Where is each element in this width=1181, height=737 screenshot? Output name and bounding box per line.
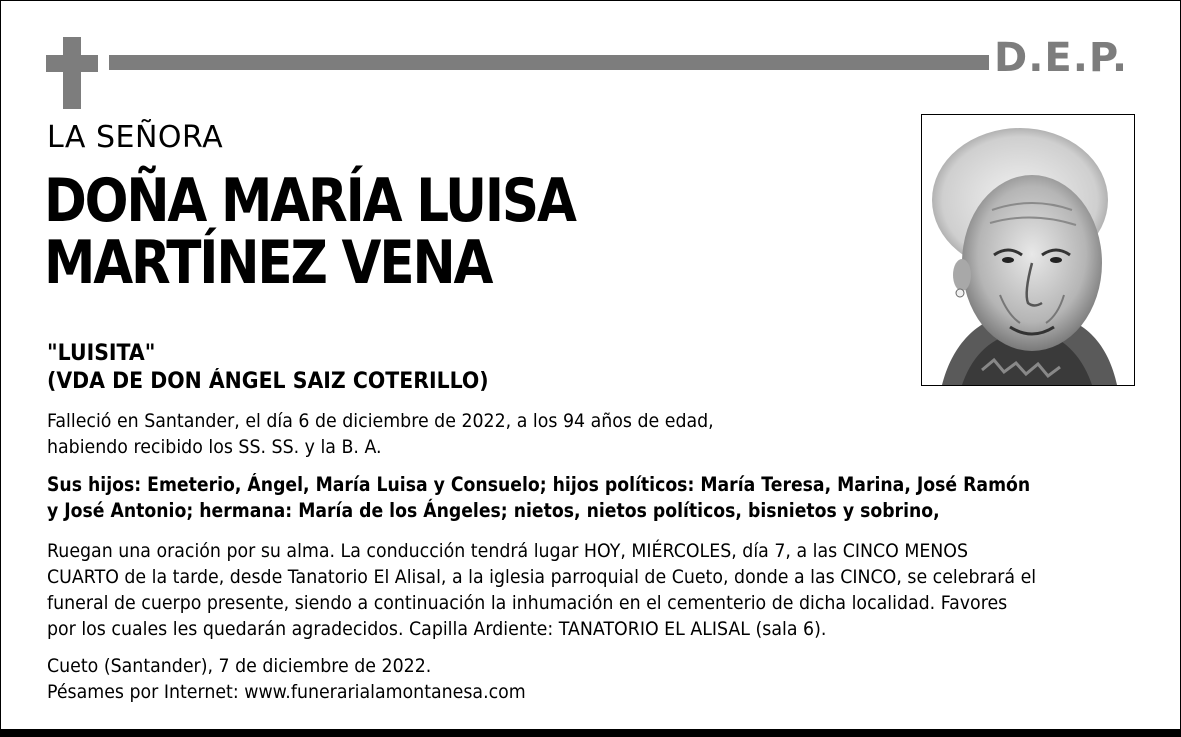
portrait-illustration: [922, 115, 1134, 385]
text-line: CUARTO de la tarde, desde Tanatorio El Alisal, a la iglesia parroquial de Cueto, donde a las CINCO, se celebrará el: [47, 566, 1037, 588]
text-line: y José Antonio; hermana: María de los Ángeles; nietos, nietos políticos, bisnietos y sobrino,: [47, 499, 940, 522]
closing-info: [47, 653, 1063, 705]
deceased-name-line: DOÑA MARÍA LUISA: [44, 166, 575, 236]
funeral-details: [47, 538, 1063, 642]
family-list: [47, 472, 1029, 524]
text-line: funeral de cuerpo presente, siendo a continuación la inhumación en el cementerio de dicha localidad. Favores: [47, 592, 1008, 614]
condolences-link[interactable]: Pésames por Internet: www.funerarialamontanesa.com: [47, 681, 526, 703]
date-line: Cueto (Santander), 7 de diciembre de 2022.: [47, 655, 432, 677]
text-line: por los cuales les quedarán agradecidos. Capilla Ardiente: TANATORIO EL ALISAL (sala 6).: [47, 618, 827, 640]
bottom-border: [0, 729, 1181, 737]
honorific: LA SEÑORA: [47, 120, 224, 155]
death-notice: [47, 408, 1063, 460]
text-line: Sus hijos: Emeterio, Ángel, María Luisa y Consuelo; hijos políticos: María Teresa, Marina, José Ramón: [47, 473, 1031, 496]
dep-heading: D.E.P.: [994, 35, 1129, 81]
cross-icon-arm: [46, 55, 98, 72]
text-line: Falleció en Santander, el día 6 de diciembre de 2022, a los 94 años de edad,: [47, 410, 714, 432]
widow-of: (VDA DE DON ÁNGEL SAIZ COTERILLO): [47, 369, 489, 394]
header-rule: [109, 55, 989, 70]
text-line: habiendo recibido los SS. SS. y la B. A.: [47, 436, 382, 458]
cross-icon: [63, 37, 81, 109]
portrait-photo: [921, 114, 1135, 386]
deceased-name: [44, 166, 575, 298]
deceased-name-line: MARTÍNEZ VENA: [44, 228, 492, 298]
text-line: Ruegan una oración por su alma. La conducción tendrá lugar HOY, MIÉRCOLES, día 7, a las CINCO MENOS: [47, 540, 969, 562]
nickname: "LUISITA": [47, 341, 156, 366]
